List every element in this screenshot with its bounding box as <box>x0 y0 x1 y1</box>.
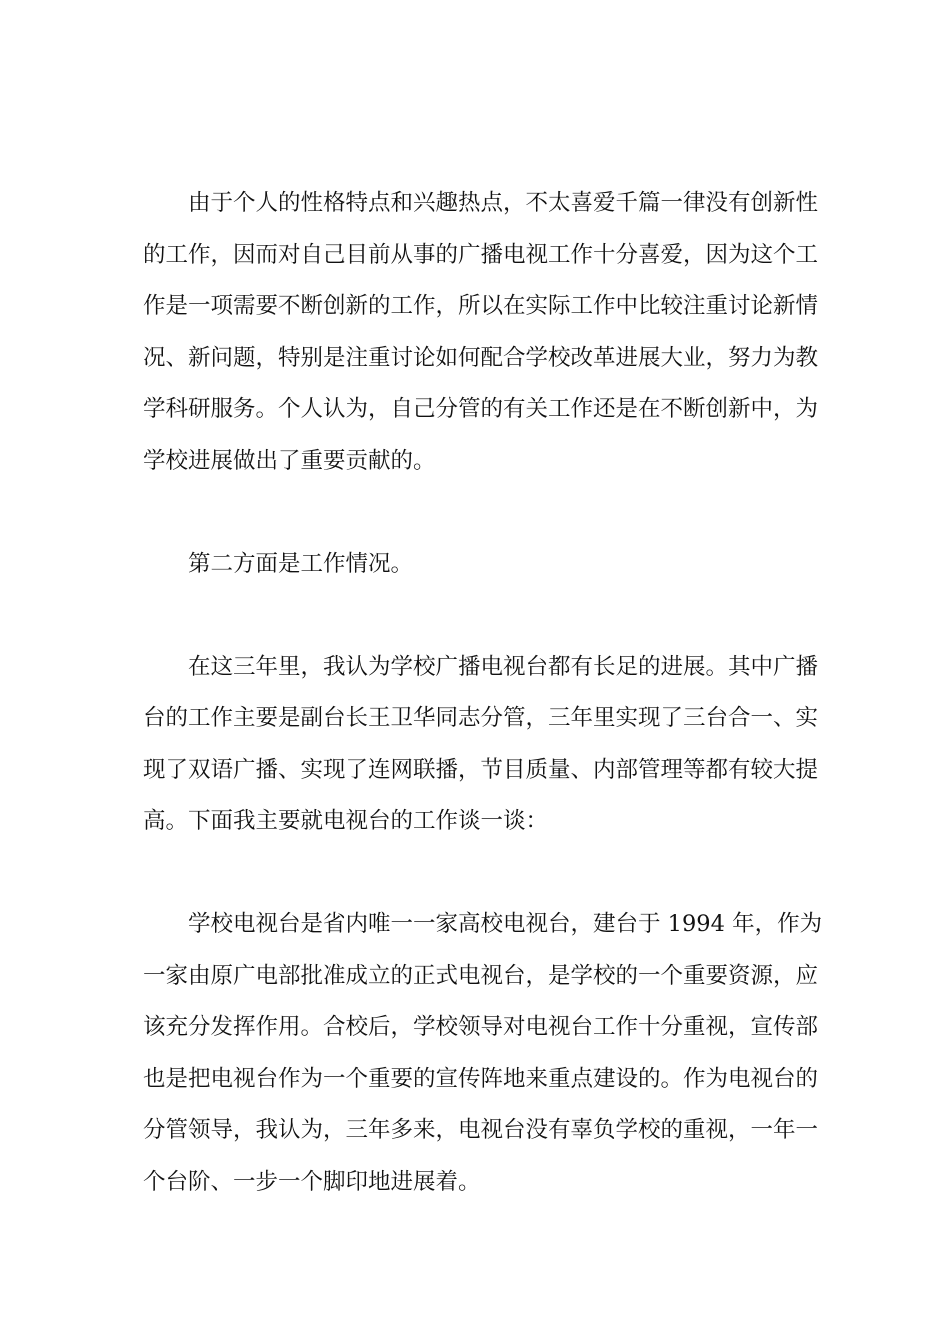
paragraph-personal-character: 由于个人的性格特点和兴趣热点，不太喜爱千篇一律没有创新性的工作，因而对自己目前从事的广播电视工作十分喜爱，因为这个工作是一项需要不断创新的工作，所以在实际工作中比较注重讨论新情况、新问题，特别是注重讨论如何配合学校改革进展大业，努力为教学科研服务。个人认为，自己分管的有关工作还是在不断创新中，为学校进展做出了重要贡献的。 <box>143 190 819 474</box>
paragraph-gap <box>143 487 823 539</box>
paragraph-gap <box>143 590 823 642</box>
paragraph-gap <box>143 848 823 900</box>
document-body <box>143 178 823 1208</box>
paragraph-tv-station: 学校电视台是省内唯一一家高校电视台，建台于 1994 年，作为一家由原广电部批准成立的正式电视台，是学校的一个重要资源，应该充分发挥作用。合校后，学校领导对电视台工作十分重视，宣传部也是把电视台作为一个重要的宣传阵地来重点建设的。作为电视台的分管领导，我认为，三年多来，电视台没有辜负学校的重视，一年一个台阶、一步一个脚印地进展着。 <box>143 911 823 1195</box>
paragraph-three-years: 在这三年里，我认为学校广播电视台都有长足的进展。其中广播台的工作主要是副台长王卫华同志分管，三年里实现了三台合一、实现了双语广播、实现了连网联播，节目质量、内部管理等都有较大提高。下面我主要就电视台的工作谈一谈： <box>143 653 819 834</box>
paragraph-section-heading: 第二方面是工作情况。 <box>188 550 414 577</box>
